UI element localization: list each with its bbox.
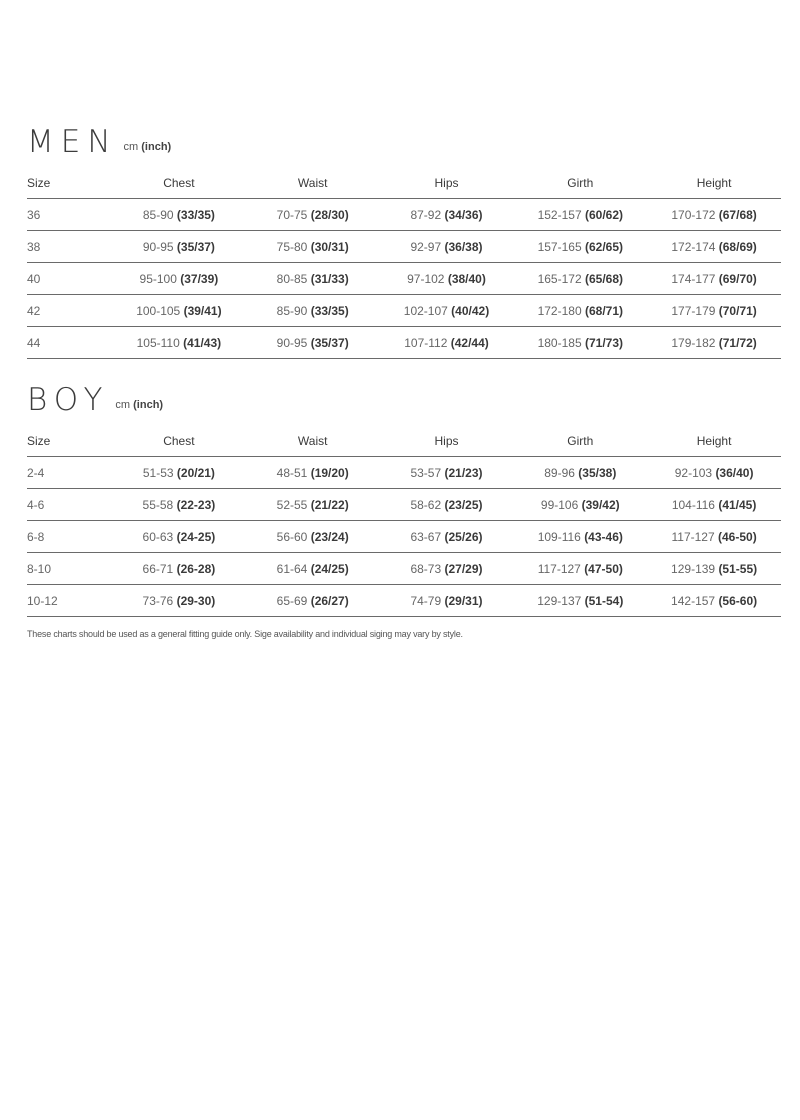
cm-value: 152-157 (537, 207, 582, 222)
cm-value: 129-139 (671, 561, 716, 576)
table-row (27, 489, 781, 521)
cm-value: 157-165 (537, 239, 582, 254)
inch-value: (30/31) (310, 239, 349, 254)
waist-cell (246, 327, 380, 359)
header-chest: Chest (112, 168, 246, 199)
inch-value: (70/71) (718, 303, 757, 318)
cm-value: 129-137 (537, 593, 582, 608)
inch-value: (68/69) (718, 239, 757, 254)
inch-value: (33/35) (176, 207, 215, 222)
cm-value: 117-127 (537, 561, 581, 576)
fitting-guide-footnote: These charts should be used as a general fitting guide only. Sige availability and individual siging may vary by style. (27, 629, 463, 639)
men-size-section (27, 112, 781, 359)
cm-value: 87-92 (410, 207, 442, 222)
girth-cell (513, 231, 647, 263)
inch-value: (39/41) (183, 303, 222, 318)
header-hips: Hips (380, 426, 514, 457)
hips-cell (380, 231, 514, 263)
men-title-row (27, 112, 781, 158)
unit-cm: cm (115, 399, 131, 411)
girth-cell (513, 521, 647, 553)
waist-cell (246, 521, 380, 553)
header-size: Size (27, 426, 112, 457)
chest-cell (112, 553, 246, 585)
inch-value: (24/25) (310, 561, 349, 576)
cm-value: 58-62 (410, 497, 442, 512)
height-cell (647, 295, 781, 327)
chest-cell (112, 295, 246, 327)
table-header-row (27, 426, 781, 457)
inch-value: (51-54) (584, 593, 624, 608)
table-row (27, 199, 781, 231)
header-waist: Waist (246, 426, 380, 457)
cm-value: 56-60 (276, 529, 308, 544)
cm-value: 180-185 (537, 335, 582, 350)
cm-value: 172-174 (671, 239, 716, 254)
header-girth: Girth (513, 426, 647, 457)
cm-value: 174-177 (671, 271, 716, 286)
chest-cell (112, 231, 246, 263)
cm-value: 48-51 (276, 465, 308, 480)
inch-value: (31/33) (310, 271, 349, 286)
height-cell (647, 231, 781, 263)
chest-cell (112, 327, 246, 359)
inch-value: (56-60) (718, 593, 758, 608)
cm-value: 142-157 (671, 593, 716, 608)
inch-value: (65/68) (584, 271, 623, 286)
height-cell (647, 489, 781, 521)
hips-cell (380, 263, 514, 295)
boy-size-table (27, 426, 781, 617)
girth-cell (513, 263, 647, 295)
hips-cell (380, 521, 514, 553)
height-cell (647, 553, 781, 585)
cm-value: 165-172 (537, 271, 582, 286)
inch-value: (71/72) (718, 335, 757, 350)
cm-value: 92-97 (410, 239, 442, 254)
waist-cell (246, 585, 380, 617)
cm-value: 102-107 (403, 303, 448, 318)
inch-value: (35/38) (578, 465, 617, 480)
inch-value: (67/68) (718, 207, 757, 222)
height-cell (647, 521, 781, 553)
cm-value: 52-55 (276, 497, 308, 512)
chest-cell (112, 521, 246, 553)
cm-value: 61-64 (276, 561, 308, 576)
height-cell (647, 585, 781, 617)
table-row (27, 263, 781, 295)
inch-value: (19/20) (310, 465, 349, 480)
cm-value: 95-100 (139, 271, 177, 286)
girth-cell (513, 457, 647, 489)
chest-cell (112, 457, 246, 489)
inch-value: (43-46) (584, 529, 623, 544)
header-chest: Chest (112, 426, 246, 457)
header-height: Height (647, 168, 781, 199)
girth-cell (513, 553, 647, 585)
waist-cell (246, 231, 380, 263)
cm-value: 172-180 (537, 303, 582, 318)
cm-value: 100-105 (136, 303, 181, 318)
chest-cell (112, 199, 246, 231)
inch-value: (20/21) (176, 465, 215, 480)
cm-value: 53-57 (410, 465, 442, 480)
inch-value: (60/62) (584, 207, 623, 222)
table-row (27, 457, 781, 489)
cm-value: 99-106 (540, 497, 579, 512)
inch-value: (22-23) (176, 497, 216, 512)
hips-cell (380, 585, 514, 617)
inch-value: (23/25) (444, 497, 483, 512)
cm-value: 85-90 (276, 303, 308, 318)
table-row (27, 521, 781, 553)
waist-cell (246, 263, 380, 295)
cm-value: 170-172 (671, 207, 716, 222)
inch-value: (25/26) (444, 529, 483, 544)
size-cell: 42 (27, 295, 112, 327)
size-cell: 36 (27, 199, 112, 231)
height-cell (647, 199, 781, 231)
cm-value: 66-71 (142, 561, 174, 576)
cm-value: 89-96 (544, 465, 575, 480)
header-girth: Girth (513, 168, 647, 199)
inch-value: (41/43) (183, 335, 222, 350)
unit-inch: (inch) (141, 141, 172, 153)
inch-value: (68/71) (584, 303, 623, 318)
unit-inch: (inch) (133, 399, 164, 411)
cm-value: 105-110 (136, 335, 180, 350)
cm-value: 55-58 (142, 497, 174, 512)
size-cell: 8-10 (27, 553, 112, 585)
waist-cell (246, 489, 380, 521)
inch-value: (27/29) (444, 561, 483, 576)
size-cell: 44 (27, 327, 112, 359)
inch-value: (23/24) (310, 529, 349, 544)
waist-cell (246, 457, 380, 489)
size-cell: 2-4 (27, 457, 112, 489)
inch-value: (24-25) (176, 529, 216, 544)
cm-value: 65-69 (276, 593, 308, 608)
waist-cell (246, 295, 380, 327)
inch-value: (29/31) (444, 593, 483, 608)
inch-value: (38/40) (447, 271, 486, 286)
cm-value: 90-95 (142, 239, 174, 254)
inch-value: (47-50) (584, 561, 623, 576)
cm-value: 90-95 (276, 335, 308, 350)
header-waist: Waist (246, 168, 380, 199)
girth-cell (513, 585, 647, 617)
header-size: Size (27, 168, 112, 199)
chest-cell (112, 263, 246, 295)
inch-value: (42/44) (450, 335, 489, 350)
girth-cell (513, 199, 647, 231)
cm-value: 92-103 (674, 465, 713, 480)
boy-table-body (27, 457, 781, 617)
girth-cell (513, 327, 647, 359)
size-cell: 4-6 (27, 489, 112, 521)
hips-cell (380, 457, 514, 489)
cm-value: 109-116 (537, 529, 581, 544)
unit-cm: cm (123, 141, 139, 153)
waist-cell (246, 553, 380, 585)
cm-value: 74-79 (410, 593, 442, 608)
chest-cell (112, 585, 246, 617)
inch-value: (26/27) (310, 593, 349, 608)
inch-value: (46-50) (718, 529, 757, 544)
cm-value: 107-112 (404, 335, 448, 350)
size-cell: 40 (27, 263, 112, 295)
inch-value: (21/22) (310, 497, 349, 512)
boy-section-title: BOY (27, 382, 110, 418)
inch-value: (51-55) (718, 561, 758, 576)
cm-value: 51-53 (142, 465, 174, 480)
men-size-table (27, 168, 781, 359)
inch-value: (41/45) (718, 497, 757, 512)
cm-value: 60-63 (142, 529, 174, 544)
hips-cell (380, 327, 514, 359)
size-cell: 10-12 (27, 585, 112, 617)
header-height: Height (647, 426, 781, 457)
inch-value: (26-28) (176, 561, 216, 576)
cm-value: 104-116 (671, 497, 715, 512)
hips-cell (380, 199, 514, 231)
inch-value: (36/38) (444, 239, 483, 254)
cm-value: 73-76 (142, 593, 174, 608)
size-cell: 38 (27, 231, 112, 263)
girth-cell (513, 295, 647, 327)
height-cell (647, 263, 781, 295)
cm-value: 97-102 (407, 271, 445, 286)
men-section-title: MEN (27, 124, 118, 160)
height-cell (647, 327, 781, 359)
inch-value: (35/37) (310, 335, 349, 350)
table-row (27, 553, 781, 585)
chest-cell (112, 489, 246, 521)
cm-value: 68-73 (410, 561, 442, 576)
hips-cell (380, 553, 514, 585)
boy-size-section (27, 370, 781, 617)
table-row (27, 327, 781, 359)
inch-value: (35/37) (176, 239, 215, 254)
hips-cell (380, 489, 514, 521)
header-hips: Hips (380, 168, 514, 199)
table-row (27, 295, 781, 327)
cm-value: 70-75 (276, 207, 308, 222)
inch-value: (21/23) (444, 465, 483, 480)
inch-value: (71/73) (584, 335, 623, 350)
cm-value: 80-85 (276, 271, 308, 286)
inch-value: (36/40) (715, 465, 754, 480)
table-header-row (27, 168, 781, 199)
boy-unit-label (115, 399, 163, 411)
inch-value: (37/39) (180, 271, 219, 286)
men-table-body (27, 199, 781, 359)
inch-value: (29-30) (176, 593, 216, 608)
cm-value: 177-179 (671, 303, 716, 318)
men-unit-label (124, 141, 172, 153)
inch-value: (39/42) (581, 497, 620, 512)
cm-value: 179-182 (671, 335, 716, 350)
boy-title-row (27, 370, 781, 416)
cm-value: 75-80 (276, 239, 308, 254)
size-cell: 6-8 (27, 521, 112, 553)
inch-value: (33/35) (310, 303, 349, 318)
girth-cell (513, 489, 647, 521)
inch-value: (62/65) (584, 239, 623, 254)
inch-value: (40/42) (451, 303, 490, 318)
table-row (27, 585, 781, 617)
cm-value: 63-67 (410, 529, 442, 544)
inch-value: (34/36) (444, 207, 483, 222)
table-row (27, 231, 781, 263)
hips-cell (380, 295, 514, 327)
inch-value: (69/70) (718, 271, 757, 286)
cm-value: 85-90 (142, 207, 174, 222)
waist-cell (246, 199, 380, 231)
cm-value: 117-127 (671, 529, 715, 544)
inch-value: (28/30) (310, 207, 349, 222)
height-cell (647, 457, 781, 489)
